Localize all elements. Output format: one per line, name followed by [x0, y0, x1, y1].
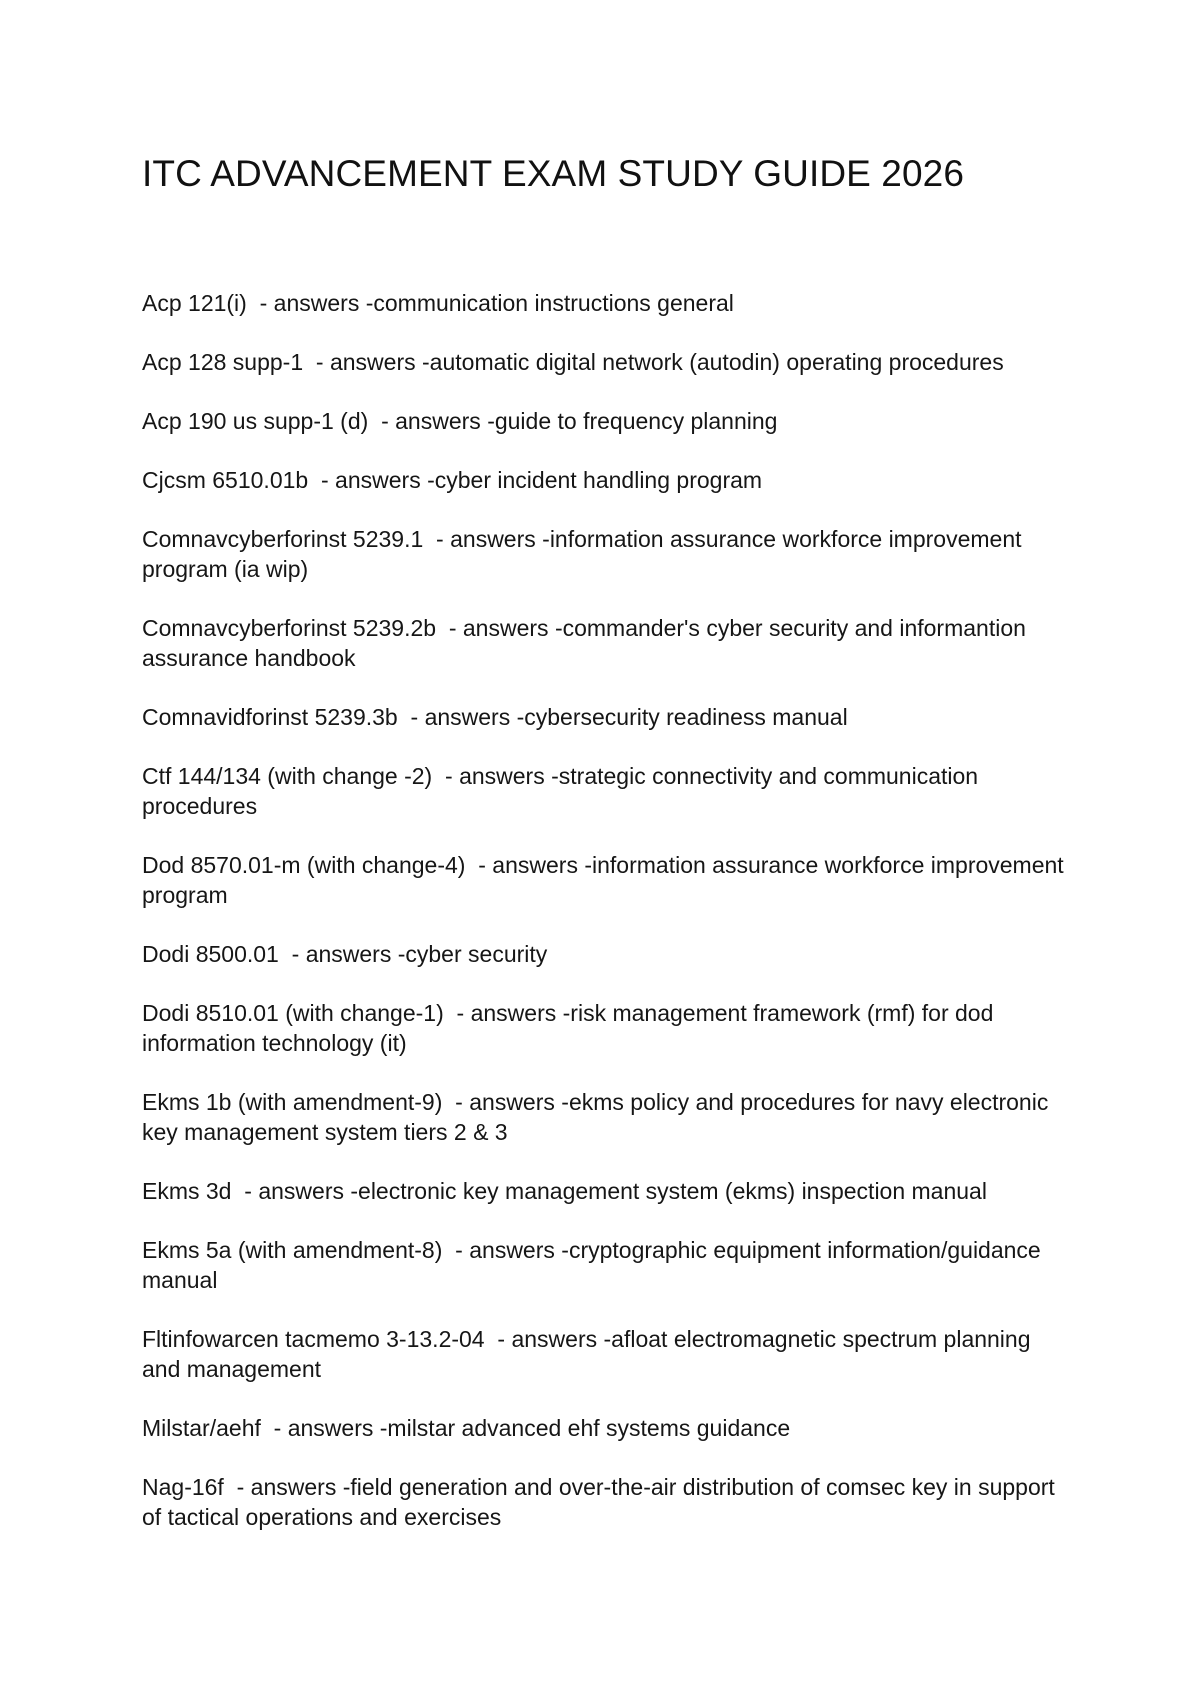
- entry-answer-label: answers: [258, 1178, 344, 1204]
- study-guide-entry: [142, 850, 1072, 910]
- entry-answer: -information assurance workforce improvement program: [142, 852, 1064, 908]
- entry-answer: -ekms policy and procedures for navy electronic key management system tiers 2 & 3: [142, 1089, 1049, 1145]
- study-guide-entry: [142, 702, 1072, 732]
- entry-answer-label: answers: [469, 1089, 555, 1115]
- entry-term: Dod 8570.01-m (with change-4) -: [142, 852, 492, 878]
- study-guide-entry: [142, 613, 1072, 673]
- study-guide-entry: [142, 1324, 1072, 1384]
- entry-answer-label: answers: [462, 615, 549, 641]
- entry-term: Comnavcyberforinst 5239.2b -: [142, 615, 463, 641]
- entry-term: Acp 128 supp-1 -: [142, 349, 330, 375]
- study-guide-entry: [142, 288, 1072, 318]
- entry-answer-label: answers: [511, 1326, 598, 1352]
- entry-answer-label: answers: [450, 526, 536, 552]
- entry-answer: -commander's cyber security and informantion assurance handbook: [142, 615, 1026, 671]
- entry-answer: -cyber incident handling program: [427, 467, 763, 493]
- entry-answer-label: answers: [305, 941, 392, 967]
- study-guide-entry: [142, 1413, 1072, 1443]
- study-guide-entry: [142, 406, 1072, 436]
- entry-term: Dodi 8500.01 -: [142, 941, 306, 967]
- study-guide-entry: [142, 1087, 1072, 1147]
- entry-term: Milstar/aehf -: [142, 1415, 288, 1441]
- entry-term: Ekms 3d -: [142, 1178, 258, 1204]
- study-guide-entry: [142, 998, 1072, 1058]
- entry-answer-label: answers: [470, 1000, 557, 1026]
- entry-term: Dodi 8510.01 (with change-1) -: [142, 1000, 471, 1026]
- entry-answer: -guide to frequency planning: [487, 408, 778, 434]
- entry-answer: -strategic connectivity and communication procedures: [142, 763, 979, 819]
- entry-answer: -automatic digital network (autodin) operating procedures: [422, 349, 1004, 375]
- entry-term: Acp 190 us supp-1 (d) -: [142, 408, 395, 434]
- entry-term: Comnavcyberforinst 5239.1 -: [142, 526, 450, 552]
- entry-answer: -risk management framework (rmf) for dod information technology (it): [142, 1000, 994, 1056]
- entry-answer-label: answers: [469, 1237, 555, 1263]
- entry-answer-label: answers: [335, 467, 421, 493]
- study-guide-entry: [142, 1235, 1072, 1295]
- study-guide-list: [142, 288, 1072, 1561]
- entry-term: Ekms 5a (with amendment-8) -: [142, 1237, 469, 1263]
- study-guide-entry: [142, 1472, 1072, 1532]
- entry-answer: -afloat electromagnetic spectrum planning and management: [142, 1326, 1031, 1382]
- entry-answer-label: answers: [273, 290, 360, 316]
- entry-term: Acp 121(i) -: [142, 290, 274, 316]
- entry-term: Comnavidforinst 5239.3b -: [142, 704, 425, 730]
- entry-term: Fltinfowarcen tacmemo 3-13.2-04 -: [142, 1326, 511, 1352]
- entry-answer-label: answers: [459, 763, 545, 789]
- entry-answer-label: answers: [395, 408, 481, 434]
- entry-term: Nag-16f -: [142, 1474, 251, 1500]
- entry-answer: -cybersecurity readiness manual: [516, 704, 848, 730]
- entry-answer: -cryptographic equipment information/guidance manual: [142, 1237, 1041, 1293]
- entry-answer-label: answers: [424, 704, 511, 730]
- entry-term: Ekms 1b (with amendment-9) -: [142, 1089, 469, 1115]
- entry-answer-label: answers: [250, 1474, 337, 1500]
- study-guide-entry: [142, 524, 1072, 584]
- study-guide-entry: [142, 939, 1072, 969]
- entry-answer-label: answers: [329, 349, 416, 375]
- entry-answer: -electronic key management system (ekms) inspection manual: [350, 1178, 987, 1204]
- study-guide-entry: [142, 761, 1072, 821]
- document-title: ITC ADVANCEMENT EXAM STUDY GUIDE 2026: [142, 153, 965, 194]
- entry-answer: -information assurance workforce improvement program (ia wip): [142, 526, 1022, 582]
- study-guide-entry: [142, 347, 1072, 377]
- study-guide-entry: [142, 465, 1072, 495]
- study-guide-entry: [142, 1176, 1072, 1206]
- entry-answer-label: answers: [492, 852, 578, 878]
- entry-term: Ctf 144/134 (with change -2) -: [142, 763, 459, 789]
- entry-answer: -communication instructions general: [365, 290, 734, 316]
- entry-answer-label: answers: [287, 1415, 374, 1441]
- entry-answer: -cyber security: [397, 941, 548, 967]
- entry-answer: -field generation and over-the-air distribution of comsec key in support of tactical operations and exercises: [142, 1474, 1055, 1530]
- entry-term: Cjcsm 6510.01b -: [142, 467, 335, 493]
- entry-answer: -milstar advanced ehf systems guidance: [379, 1415, 791, 1441]
